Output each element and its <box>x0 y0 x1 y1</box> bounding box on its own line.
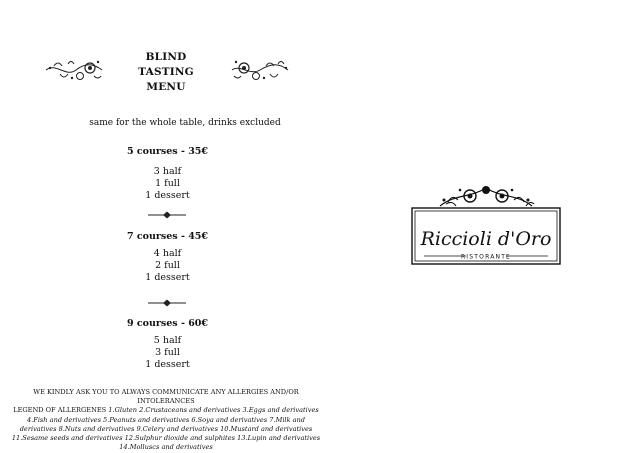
logo-tagline: RISTORANTE <box>460 253 512 261</box>
course-composition <box>90 335 245 371</box>
course-line: 1 dessert <box>145 190 190 201</box>
menu-title-line: BLIND <box>145 51 187 63</box>
separator-ornament-icon <box>148 211 186 219</box>
course-option <box>90 146 245 202</box>
allergen-footer <box>8 388 324 452</box>
menu-title-line: TASTING <box>138 66 194 78</box>
menu-title-line: MENU <box>146 81 186 93</box>
restaurant-logo <box>410 184 562 268</box>
course-line: 2 full <box>155 260 180 271</box>
course-line: 3 full <box>155 347 180 358</box>
floral-crest-icon <box>440 186 534 206</box>
logo-wordmark: Riccioli d'Oro <box>420 228 552 250</box>
course-composition <box>90 248 245 284</box>
allergen-legend <box>8 406 324 452</box>
course-line: 1 full <box>155 178 180 189</box>
course-heading: 7 courses - 45€ <box>126 231 209 242</box>
allergy-notice: WE KINDLY ASK YOU TO ALWAYS COMMUNICATE ANY ALLERGIES AND/OR INTOLERANCES <box>33 388 299 406</box>
floral-flourish-icon <box>230 56 290 84</box>
course-line: 4 half <box>153 248 182 259</box>
course-option <box>90 231 245 284</box>
menu-subtitle: same for the whole table, drinks excluded <box>89 118 281 128</box>
course-heading: 5 courses - 35€ <box>126 146 209 157</box>
course-composition <box>90 166 245 202</box>
course-line: 1 dessert <box>145 359 190 370</box>
allergen-legend-heading: LEGEND OF ALLERGENES <box>13 406 107 415</box>
course-option <box>90 318 245 371</box>
separator-ornament-icon <box>148 299 186 307</box>
course-line: 1 dessert <box>145 272 190 283</box>
menu-title <box>130 50 202 95</box>
course-heading: 9 courses - 60€ <box>126 318 209 329</box>
allergen-legend-text: 1.Gluten 2.Crustaceans and derivatives 3.Eggs and derivatives 4.Fish and derivatives 5.Peanuts and derivatives 6.Soya and derivatives 7.Milk and derivatives 8.Nuts and derivatives 9.Celery and derivatives 10.Mustard and derivatives 11.Sesame seeds and derivatives 12.Sulphur dioxide and sulphites 13.Lupin and derivatives 14.Molluscs and derivatives <box>11 406 321 452</box>
floral-flourish-icon <box>44 56 104 84</box>
course-line: 3 half <box>153 166 182 177</box>
course-line: 5 half <box>153 335 182 346</box>
